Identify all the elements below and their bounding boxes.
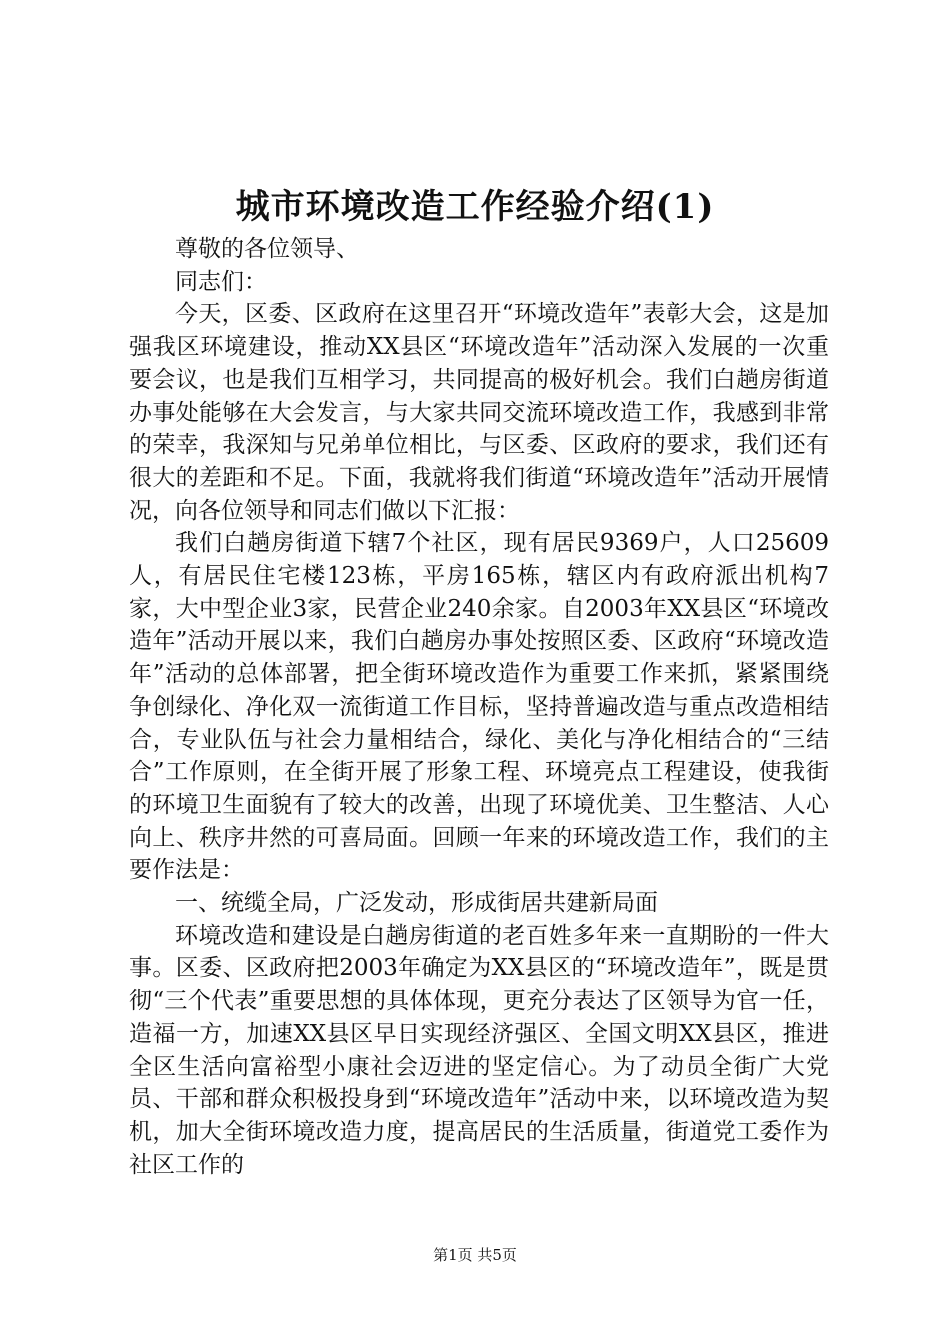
paragraph-intro: 今天，区委、区政府在这里召开“环境改造年”表彰大会，这是加强我区环境建设，推动XX县区“环境改造年”活动深入发展的一次重要会议，也是我们互相学习，共同提高的极好机会。我们白趟房街道办事处能够在大会发言，与大家共同交流环境改造工作，我感到非常的荣幸，我深知与兄弟单位相比，与区委、区政府的要求，我们还有很大的差距和不足。下面，我就将我们街道“环境改造年”活动开展情况，向各位领导和同志们做以下汇报： <box>129 301 829 524</box>
document-title: 城市环境改造工作经验介绍(1) <box>235 187 715 227</box>
section-heading-1: 一、统缆全局，广泛发动，形成街居共建新局面 <box>175 890 658 917</box>
page-number-footer: 第1页 共5页 <box>433 1246 517 1264</box>
paragraph-section-1: 环境改造和建设是白趟房街道的老百姓多年来一直期盼的一件大事。区委、区政府把2003年确定为XX县区的“环境改造年”，既是贯彻“三个代表”重要思想的具体体现，更充分表达了区领导为官一任，造福一方，加速XX县区早日实现经济强区、全国文明XX县区，推进全区生活向富裕型小康社会迈进的坚定信心。为了动员全街广大党员、干部和群众积极投身到“环境改造年”活动中来，以环境改造为契机，加大全街环境改造力度，提高居民的生活质量，街道党工委作为社区工作的 <box>129 922 829 1178</box>
salutation-line-1: 尊敬的各位领导、 <box>175 236 359 262</box>
paragraph-overview: 我们白趟房街道下辖7个社区，现有居民9369户，人口25609人，有居民住宅楼123栋，平房165栋，辖区内有政府派出机构7家，大中型企业3家，民营企业240余家。自2003年XX县区“环境改造年”活动开展以来，我们白趟房办事处按照区委、区政府“环境改造年”活动的总体部署，把全街环境改造作为重要工作来抓，紧紧围绕争创绿化、净化双一流街道工作目标，坚持普遍改造与重点改造相结合，专业队伍与社会力量相结合，绿化、美化与净化相结合的“三结合”工作原则，在全街开展了形象工程、环境亮点工程建设，使我街的环境卫生面貌有了较大的改善，出现了环境优美、卫生整洁、人心向上、秩序井然的可喜局面。回顾一年来的环境改造工作，我们的主要作法是： <box>129 530 829 884</box>
salutation-line-2: 同志们： <box>175 268 267 295</box>
document-body <box>129 233 829 1181</box>
